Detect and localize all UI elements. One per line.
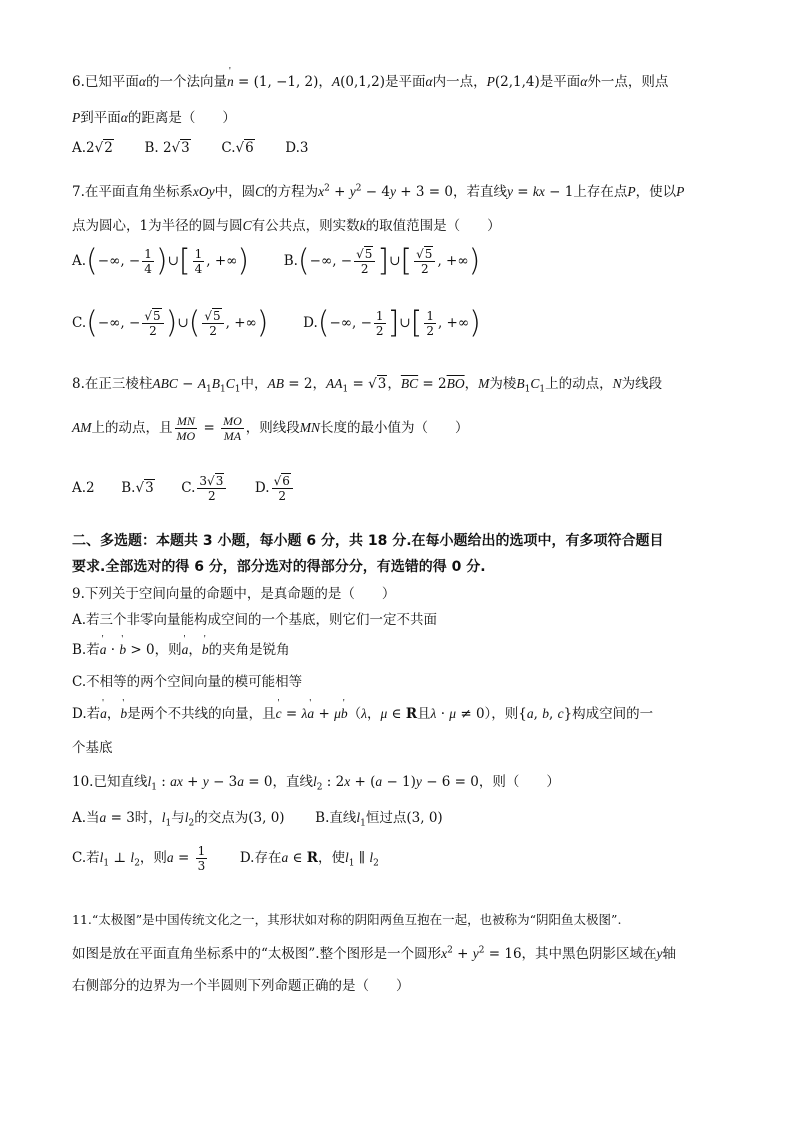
q9-option-b[interactable]: B.若' a · ' b > 0，则' a，' b的夹角是锐角 [72,638,290,658]
q9-option-c[interactable]: C.不相等的两个空间向量的模可能相等 [72,674,303,690]
section2-header-line2: 要求.全部选对的得 6 分，部分选对的得部分分，有选错的得 0 分. [72,559,486,575]
q7-stem-line2: 点为圆心，1为半径的圆与圆C有公共点，则实数k的取值范围是（ ） [72,218,501,234]
q9-stem: 9.下列关于空间向量的命题中，是真命题的是（ ） [72,586,396,602]
q10-option-a[interactable]: A.当a = 3时，$l_1$与$l_2$的交点为(3, 0) [72,810,285,829]
q7-options-ab [72,243,481,278]
q10-option-d[interactable]: D.存在a ∈ R，使$l_1$ ∥ $l_2$ [239,850,379,869]
q7-options-cd [72,305,481,340]
q6-stem-line1: 6.已知平面α的一个法向量' n = (1, −1, 2)，A(0,1,2)是平面α内一点，P(2,1,4)是平面α外一点，则点 [72,70,668,90]
q7-option-b[interactable]: B.(−∞, − $\frac{√5}{2}$ ]∪[ $\frac{√5}{2}$ , +∞) [283,243,481,278]
q8-stem-line2: AM上的动点，且 $\frac{MN}{MO}$ = $\frac{MO}{MA}$ ，则线段MN长度的最小值为（ ） [72,414,469,443]
q8-option-d[interactable]: D. $\frac{√6}{2}$ [255,480,295,496]
q9-option-d-cont: 个基底 [72,740,113,756]
q6-option-a[interactable]: A.2√2 [72,140,113,156]
q6-stem-line2: P到平面α的距离是（ ） [72,110,236,126]
q7-stem-line1: 7.在平面直角坐标系xOy中，圆C的方程为$x^2 + y^2 - 4y + 3 = 0$，若直线y = kx − 1上存在点P，使以P [72,183,685,200]
q6-options [72,140,309,156]
q6-option-c[interactable]: C.√6 [221,140,254,156]
q9-option-d[interactable]: D.若' a，' b是两个不共线的向量，且' c = λ' a + μ' b（λ，μ ∈ R且λ · μ ≠ 0），则{a, b, c}构成空间的一 [72,702,653,722]
section2-header-line1: 二、多选题：本题共 3 小题，每小题 6 分，共 18 分.在每小题给出的选项中，有多项符合题目 [72,533,664,549]
q8-option-a[interactable]: A.2 [72,480,95,496]
q10-option-b[interactable]: B.直线$l_1$恒过点(3, 0) [315,810,443,829]
q7-option-d[interactable]: D.(−∞, − $\frac{1}{2}$ ]∪[ $\frac{1}{2}$ , +∞) [303,305,481,340]
q11-stem-line3: 右侧部分的边界为一个半圆则下列命题正确的是（ ） [72,978,410,994]
q10-options-cd [72,844,379,873]
q8-option-b[interactable]: B.√3 [121,480,154,496]
q10-stem: 10.已知直线$l_1$ : ax + y − 3a = 0，直线$l_2$ : 2x + (a − 1)y − 6 = 0，则（ ） [72,774,560,793]
q9-option-a[interactable]: A.若三个非零向量能构成空间的一个基底，则它们一定不共面 [72,612,438,628]
q8-options [72,474,295,503]
q6-option-b[interactable]: B. 2√3 [144,140,190,156]
q8-option-c[interactable]: C. $\frac{3√3}{2}$ [181,480,228,496]
q11-stem-line1: 11.“太极图”是中国传统文化之一，其形状如对称的阴阳两鱼互抱在一起，也被称为“阴阳鱼太极图”. [72,912,622,927]
q7-option-c[interactable]: C.(−∞, − $\frac{√5}{2}$ )∪( $\frac{√5}{2}$ , +∞) [72,305,269,340]
q10-option-c[interactable]: C.若$l_1$ ⊥ $l_2$，则a = $\frac{1}{3}$ [72,844,206,873]
q7-option-a[interactable]: A.(−∞, − $\frac{1}{4}$ )∪[ $\frac{1}{4}$ , +∞) [72,243,250,278]
q8-stem-line1: 8.在正三棱柱ABC − $A_1B_1C_1$中，AB = 2，$AA_1 = √3$，$\overline{BC} = 2\overline{BO}$，M为棱$B_1C_1$上的动点，N为线段 [72,376,663,395]
q6-option-d[interactable]: D.3 [285,140,309,156]
q10-options-ab [72,806,443,829]
q11-stem-line2: 如图是放在平面直角坐标系中的“太极图”.整个图形是一个圆形$x^2 + y^2 = 16$，其中黑色阴影区域在y轴 [72,945,677,962]
